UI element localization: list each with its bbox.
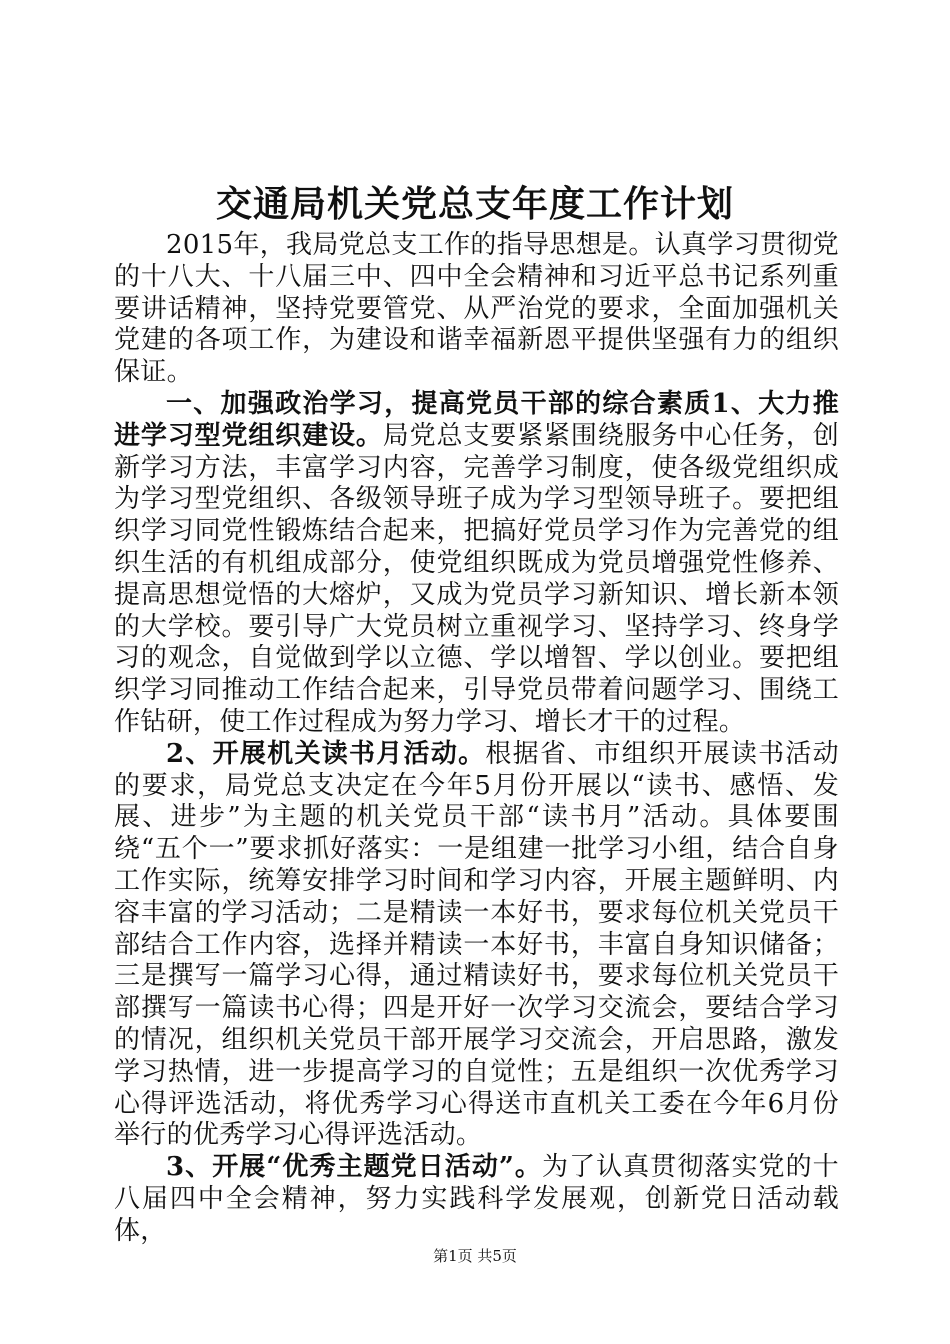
paragraph-section-one: [114, 389, 839, 739]
document-title: 交通局机关党总支年度工作计划: [215, 183, 734, 225]
document-body: [114, 230, 839, 1248]
paragraph-heading: 2、开展机关读书月活动。: [166, 738, 486, 769]
paragraph-heading: 3、开展“优秀主题党日活动”。: [166, 1152, 543, 1183]
paragraph-text: 局党总支要紧紧围绕服务中心任务，创新学习方法，丰富学习内容，完善学习制度，使各级党组织成为学习型党组织、各级领导班子成为学习型领导班子。要把组织学习同党性锻炼结合起来，把搞好党员学习作为完善党的组织生活的有机组成部分，使党组织既成为党员增强党性修养、提高思想觉悟的大熔炉，又成为党员学习新知识、增长新本领的大学校。要引导广大党员树立重视学习、坚持学习、终身学习的观念，自觉做到学以立德、学以增智、学以创业。要把组织学习同推动工作结合起来，引导党员带着问题学习、围绕工作钻研，使工作过程成为努力学习、增长才干的过程。: [114, 420, 839, 737]
page-number-footer: 第1页 共5页: [433, 1247, 517, 1265]
paragraph-party-day: [114, 1152, 839, 1247]
paragraph-text: 根据省、市组织开展读书活动的要求，局党总支决定在今年5月份开展以“读书、感悟、发展、进步”为主题的机关党员干部“读书月”活动。具体要围绕“五个一”要求抓好落实：一是组建一批学习小组，结合自身工作实际，统筹安排学习时间和学习内容，开展主题鲜明、内容丰富的学习活动；二是精读一本好书，要求每位机关党员干部结合工作内容，选择并精读一本好书，丰富自身知识储备；三是撰写一篇学习心得，通过精读好书，要求每位机关党员干部撰写一篇读书心得；四是开好一次学习交流会，要结合学习的情况，组织机关党员干部开展学习交流会，开启思路，激发学习热情，进一步提高学习的自觉性；五是组织一次优秀学习心得评选活动，将优秀学习心得送市直机关工委在今年6月份举行的优秀学习心得评选活动。: [114, 738, 839, 1151]
paragraph-text: 2015年，我局党总支工作的指导思想是。认真学习贯彻党的十八大、十八届三中、四中全会精神和习近平总书记系列重要讲话精神，坚持党要管党、从严治党的要求，全面加强机关党建的各项工作，为建设和谐幸福新恩平提供坚强有力的组织保证。: [114, 230, 839, 388]
paragraph-reading-month: [114, 739, 839, 1152]
paragraph-text: 为了认真贯彻落实党的十八届四中全会精神，努力实践科学发展观，创新党日活动载体，: [114, 1152, 839, 1246]
paragraph-heading: 一、加强政治学习，提高党员干部的综合素质1、大力推进学习型党组织建设。: [114, 388, 839, 451]
paragraph-guiding-thought: [114, 230, 839, 389]
